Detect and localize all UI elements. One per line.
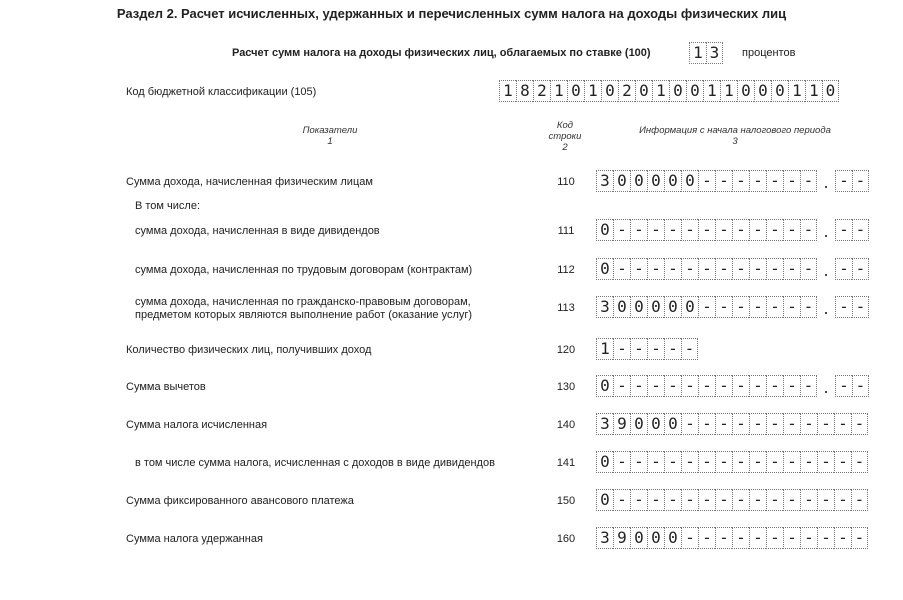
digit-cell[interactable]: -	[698, 170, 715, 192]
digit-cell[interactable]: -	[715, 451, 732, 473]
digit-cell[interactable]: -	[647, 258, 664, 280]
digit-cell[interactable]: -	[851, 451, 868, 473]
digit-cell[interactable]: -	[800, 258, 817, 280]
digit-cell[interactable]: 1	[689, 42, 706, 64]
digit-cell[interactable]: -	[800, 170, 817, 192]
digit-cell[interactable]: -	[851, 527, 868, 549]
digit-cell[interactable]: -	[732, 170, 749, 192]
digit-cell[interactable]: -	[834, 413, 851, 435]
digit-cell[interactable]: -	[817, 489, 834, 511]
digit-cell[interactable]: 0	[647, 527, 664, 549]
digit-cell[interactable]: -	[664, 451, 681, 473]
digit-cell[interactable]: 3	[596, 170, 613, 192]
decimal-point: .	[823, 261, 829, 280]
digit-cell[interactable]: 1	[584, 80, 601, 102]
digit-cell[interactable]: -	[835, 296, 852, 318]
value-field[interactable]	[596, 527, 868, 549]
digit-cell[interactable]: -	[783, 413, 800, 435]
digit-cell[interactable]: 3	[596, 413, 613, 435]
digit-cell[interactable]: -	[800, 489, 817, 511]
digit-cell[interactable]: -	[698, 375, 715, 397]
digit-cell[interactable]: -	[630, 258, 647, 280]
digit-cell[interactable]: -	[800, 219, 817, 241]
digit-cell[interactable]: -	[630, 451, 647, 473]
digit-cell[interactable]: 3	[596, 527, 613, 549]
rate-label: Расчет сумм налога на доходы физических лиц, облагаемых по ставке (100)	[232, 47, 651, 59]
digit-cell[interactable]: -	[783, 375, 800, 397]
row-code: 140	[556, 419, 576, 431]
value-field[interactable]	[596, 296, 869, 318]
digit-cell[interactable]: -	[749, 375, 766, 397]
digit-cell[interactable]: -	[732, 489, 749, 511]
digit-cell[interactable]: -	[698, 258, 715, 280]
digit-cell[interactable]: 1	[720, 80, 737, 102]
digit-cell[interactable]: 0	[771, 80, 788, 102]
digit-cell[interactable]: 0	[754, 80, 771, 102]
digit-cell[interactable]: 0	[630, 296, 647, 318]
row-label: В том числе:	[135, 200, 201, 212]
value-field[interactable]	[596, 413, 868, 435]
row-code: 111	[557, 225, 575, 237]
digit-cell[interactable]: -	[749, 413, 766, 435]
digit-cell[interactable]: -	[834, 489, 851, 511]
digit-cell[interactable]: -	[749, 258, 766, 280]
digit-cell[interactable]: -	[835, 258, 852, 280]
rate-field[interactable]	[689, 42, 723, 64]
digit-cell[interactable]: -	[715, 296, 732, 318]
digit-cell[interactable]: 0	[686, 80, 703, 102]
digit-cell[interactable]: -	[681, 451, 698, 473]
digit-cell[interactable]: 0	[596, 375, 613, 397]
digit-cell[interactable]: -	[783, 451, 800, 473]
digit-cell[interactable]: -	[630, 375, 647, 397]
row-code: 160	[556, 533, 576, 545]
digit-cell[interactable]: -	[732, 451, 749, 473]
digit-cell[interactable]: 0	[664, 296, 681, 318]
digit-cell[interactable]: -	[766, 489, 783, 511]
digit-cell[interactable]: 0	[737, 80, 754, 102]
value-field[interactable]	[596, 451, 868, 473]
digit-cell[interactable]: -	[613, 258, 630, 280]
digit-cell[interactable]: -	[698, 451, 715, 473]
digit-cell[interactable]: 1	[596, 338, 613, 360]
digit-cell[interactable]: -	[715, 489, 732, 511]
digit-cell[interactable]: -	[749, 527, 766, 549]
digit-cell[interactable]: -	[647, 451, 664, 473]
digit-cell[interactable]: -	[732, 413, 749, 435]
row-label: Сумма вычетов	[126, 381, 206, 393]
row-code: 130	[556, 381, 576, 393]
digit-cell[interactable]: 3	[596, 296, 613, 318]
digit-cell[interactable]: -	[681, 338, 698, 360]
digit-cell[interactable]: 0	[601, 80, 618, 102]
digit-cell[interactable]: -	[800, 296, 817, 318]
digit-cell[interactable]: 2	[618, 80, 635, 102]
value-field[interactable]	[596, 489, 868, 511]
digit-cell[interactable]: -	[766, 296, 783, 318]
digit-cell[interactable]: -	[647, 338, 664, 360]
digit-cell[interactable]: -	[749, 451, 766, 473]
digit-cell[interactable]: -	[698, 413, 715, 435]
digit-cell[interactable]: -	[732, 296, 749, 318]
digit-cell[interactable]: -	[783, 219, 800, 241]
digit-cell[interactable]: 3	[706, 42, 723, 64]
digit-cell[interactable]: 1	[788, 80, 805, 102]
digit-cell[interactable]: -	[613, 219, 630, 241]
digit-cell[interactable]: -	[835, 219, 852, 241]
digit-cell[interactable]: -	[817, 527, 834, 549]
row-code: 150	[556, 495, 576, 507]
row-label: сумма дохода, начисленная по гражданско-правовым договорам, предметом которых являются выполнение работ (оказание услуг)	[135, 296, 473, 321]
digit-cell[interactable]: -	[835, 375, 852, 397]
digit-cell[interactable]: -	[647, 489, 664, 511]
digit-cell[interactable]: -	[783, 527, 800, 549]
digit-cell[interactable]: -	[834, 451, 851, 473]
row-code: 120	[556, 344, 576, 356]
digit-cell[interactable]: -	[630, 338, 647, 360]
digit-cell[interactable]: 0	[647, 170, 664, 192]
digit-cell[interactable]: -	[851, 413, 868, 435]
digit-cell[interactable]: -	[681, 527, 698, 549]
decimal-point: .	[823, 222, 829, 241]
digit-cell[interactable]: -	[664, 338, 681, 360]
digit-cell[interactable]: 1	[805, 80, 822, 102]
digit-cell[interactable]: 0	[681, 296, 698, 318]
digit-cell[interactable]: -	[766, 527, 783, 549]
row-label: сумма дохода, начисленная по трудовым договорам (контрактам)	[135, 264, 473, 276]
digit-cell[interactable]: -	[698, 527, 715, 549]
digit-cell[interactable]: -	[766, 413, 783, 435]
digit-cell[interactable]: -	[851, 489, 868, 511]
digit-cell[interactable]: 0	[822, 80, 839, 102]
row-label: сумма дохода, начисленная в виде дивидендов	[135, 225, 380, 237]
kbk-field[interactable]	[499, 80, 839, 102]
digit-cell[interactable]: -	[613, 338, 630, 360]
digit-cell[interactable]: 0	[630, 170, 647, 192]
digit-cell[interactable]: -	[749, 489, 766, 511]
row-code: 113	[557, 302, 575, 314]
digit-cell[interactable]: 0	[596, 219, 613, 241]
digit-cell[interactable]: -	[681, 489, 698, 511]
digit-cell[interactable]: -	[800, 413, 817, 435]
row-code: 141	[556, 457, 576, 469]
row-label: Сумма фиксированного авансового платежа	[126, 495, 354, 507]
digit-cell[interactable]: -	[783, 296, 800, 318]
digit-cell[interactable]: 0	[596, 451, 613, 473]
value-field[interactable]	[596, 375, 869, 397]
digit-cell[interactable]: -	[783, 258, 800, 280]
digit-cell[interactable]: -	[852, 219, 869, 241]
digit-cell[interactable]: -	[852, 258, 869, 280]
digit-cell[interactable]: 0	[567, 80, 584, 102]
digit-cell[interactable]: 0	[664, 413, 681, 435]
digit-cell[interactable]: 9	[613, 527, 630, 549]
digit-cell[interactable]: 1	[652, 80, 669, 102]
digit-cell[interactable]: -	[647, 219, 664, 241]
digit-cell[interactable]: -	[647, 375, 664, 397]
row-code: 110	[557, 176, 575, 188]
digit-cell[interactable]: -	[715, 527, 732, 549]
digit-cell[interactable]: -	[681, 219, 698, 241]
column-header-code: Код строки 2	[548, 120, 582, 153]
digit-cell[interactable]: -	[766, 219, 783, 241]
row-label: Сумма налога удержанная	[126, 533, 263, 545]
row-label: Количество физических лиц, получивших доход	[126, 344, 372, 356]
digit-cell[interactable]: -	[715, 170, 732, 192]
digit-cell[interactable]: -	[630, 489, 647, 511]
digit-cell[interactable]: -	[749, 219, 766, 241]
digit-cell[interactable]: 0	[630, 413, 647, 435]
digit-cell[interactable]: -	[613, 451, 630, 473]
digit-cell[interactable]: -	[817, 413, 834, 435]
value-field[interactable]	[596, 219, 869, 241]
digit-cell[interactable]: -	[732, 258, 749, 280]
section-title: Раздел 2. Расчет исчисленных, удержанных и перечисленных сумм налога на доходы физических лиц	[116, 6, 787, 21]
digit-cell[interactable]: -	[800, 375, 817, 397]
row-label: Сумма налога исчисленная	[126, 419, 268, 431]
digit-cell[interactable]: -	[800, 527, 817, 549]
value-field[interactable]	[596, 258, 869, 280]
value-field[interactable]	[596, 338, 698, 360]
digit-cell[interactable]: -	[766, 451, 783, 473]
row-label: в том числе сумма налога, исчисленная с доходов в виде дивидендов	[135, 457, 495, 469]
digit-cell[interactable]: -	[715, 413, 732, 435]
digit-cell[interactable]: -	[664, 258, 681, 280]
digit-cell[interactable]: 0	[669, 80, 686, 102]
digit-cell[interactable]: -	[715, 375, 732, 397]
digit-cell[interactable]: -	[766, 170, 783, 192]
row-label: Сумма дохода, начисленная физическим лицам	[126, 176, 373, 188]
digit-cell[interactable]: 1	[550, 80, 567, 102]
digit-cell[interactable]: 0	[635, 80, 652, 102]
digit-cell[interactable]: -	[783, 170, 800, 192]
digit-cell[interactable]: -	[698, 489, 715, 511]
kbk-label: Код бюджетной классификации (105)	[126, 86, 317, 98]
digit-cell[interactable]: -	[698, 219, 715, 241]
digit-cell[interactable]: -	[630, 219, 647, 241]
digit-cell[interactable]: -	[766, 375, 783, 397]
digit-cell[interactable]: 0	[613, 170, 630, 192]
digit-cell[interactable]: -	[732, 527, 749, 549]
digit-cell[interactable]: -	[698, 296, 715, 318]
digit-cell[interactable]: 0	[596, 258, 613, 280]
digit-cell[interactable]: -	[681, 413, 698, 435]
digit-cell[interactable]: 0	[596, 489, 613, 511]
digit-cell[interactable]: -	[749, 170, 766, 192]
digit-cell[interactable]: -	[852, 375, 869, 397]
decimal-point: .	[823, 299, 829, 318]
digit-cell[interactable]: -	[681, 258, 698, 280]
digit-cell[interactable]: 0	[647, 413, 664, 435]
digit-cell[interactable]: 0	[664, 170, 681, 192]
digit-cell[interactable]: -	[664, 375, 681, 397]
decimal-point: .	[823, 378, 829, 397]
column-header-indicators: Показатели 1	[302, 125, 358, 147]
digit-cell[interactable]: -	[800, 451, 817, 473]
digit-cell[interactable]: -	[732, 219, 749, 241]
digit-cell[interactable]: 0	[664, 527, 681, 549]
digit-cell[interactable]: -	[715, 258, 732, 280]
column-header-info: Информация с начала налогового периода 3	[639, 125, 831, 147]
digit-cell[interactable]: -	[715, 219, 732, 241]
digit-cell[interactable]: -	[783, 489, 800, 511]
digit-cell[interactable]: -	[664, 489, 681, 511]
digit-cell[interactable]: 2	[533, 80, 550, 102]
digit-cell[interactable]: -	[852, 170, 869, 192]
digit-cell[interactable]: -	[852, 296, 869, 318]
digit-cell[interactable]: -	[613, 489, 630, 511]
digit-cell[interactable]: 0	[613, 296, 630, 318]
digit-cell[interactable]: -	[749, 296, 766, 318]
value-field[interactable]	[596, 170, 869, 192]
digit-cell[interactable]: -	[664, 219, 681, 241]
digit-cell[interactable]: 9	[613, 413, 630, 435]
digit-cell[interactable]: 8	[516, 80, 533, 102]
digit-cell[interactable]: 1	[499, 80, 516, 102]
digit-cell[interactable]: 0	[630, 527, 647, 549]
digit-cell[interactable]: 0	[647, 296, 664, 318]
digit-cell[interactable]: -	[817, 451, 834, 473]
digit-cell[interactable]: -	[766, 258, 783, 280]
digit-cell[interactable]: -	[681, 375, 698, 397]
digit-cell[interactable]: 1	[703, 80, 720, 102]
decimal-point: .	[823, 173, 829, 192]
rate-unit: процентов	[742, 47, 796, 59]
digit-cell[interactable]: -	[732, 375, 749, 397]
row-code: 112	[557, 264, 575, 276]
digit-cell[interactable]: -	[834, 527, 851, 549]
digit-cell[interactable]: -	[835, 170, 852, 192]
digit-cell[interactable]: 0	[681, 170, 698, 192]
digit-cell[interactable]: -	[613, 375, 630, 397]
